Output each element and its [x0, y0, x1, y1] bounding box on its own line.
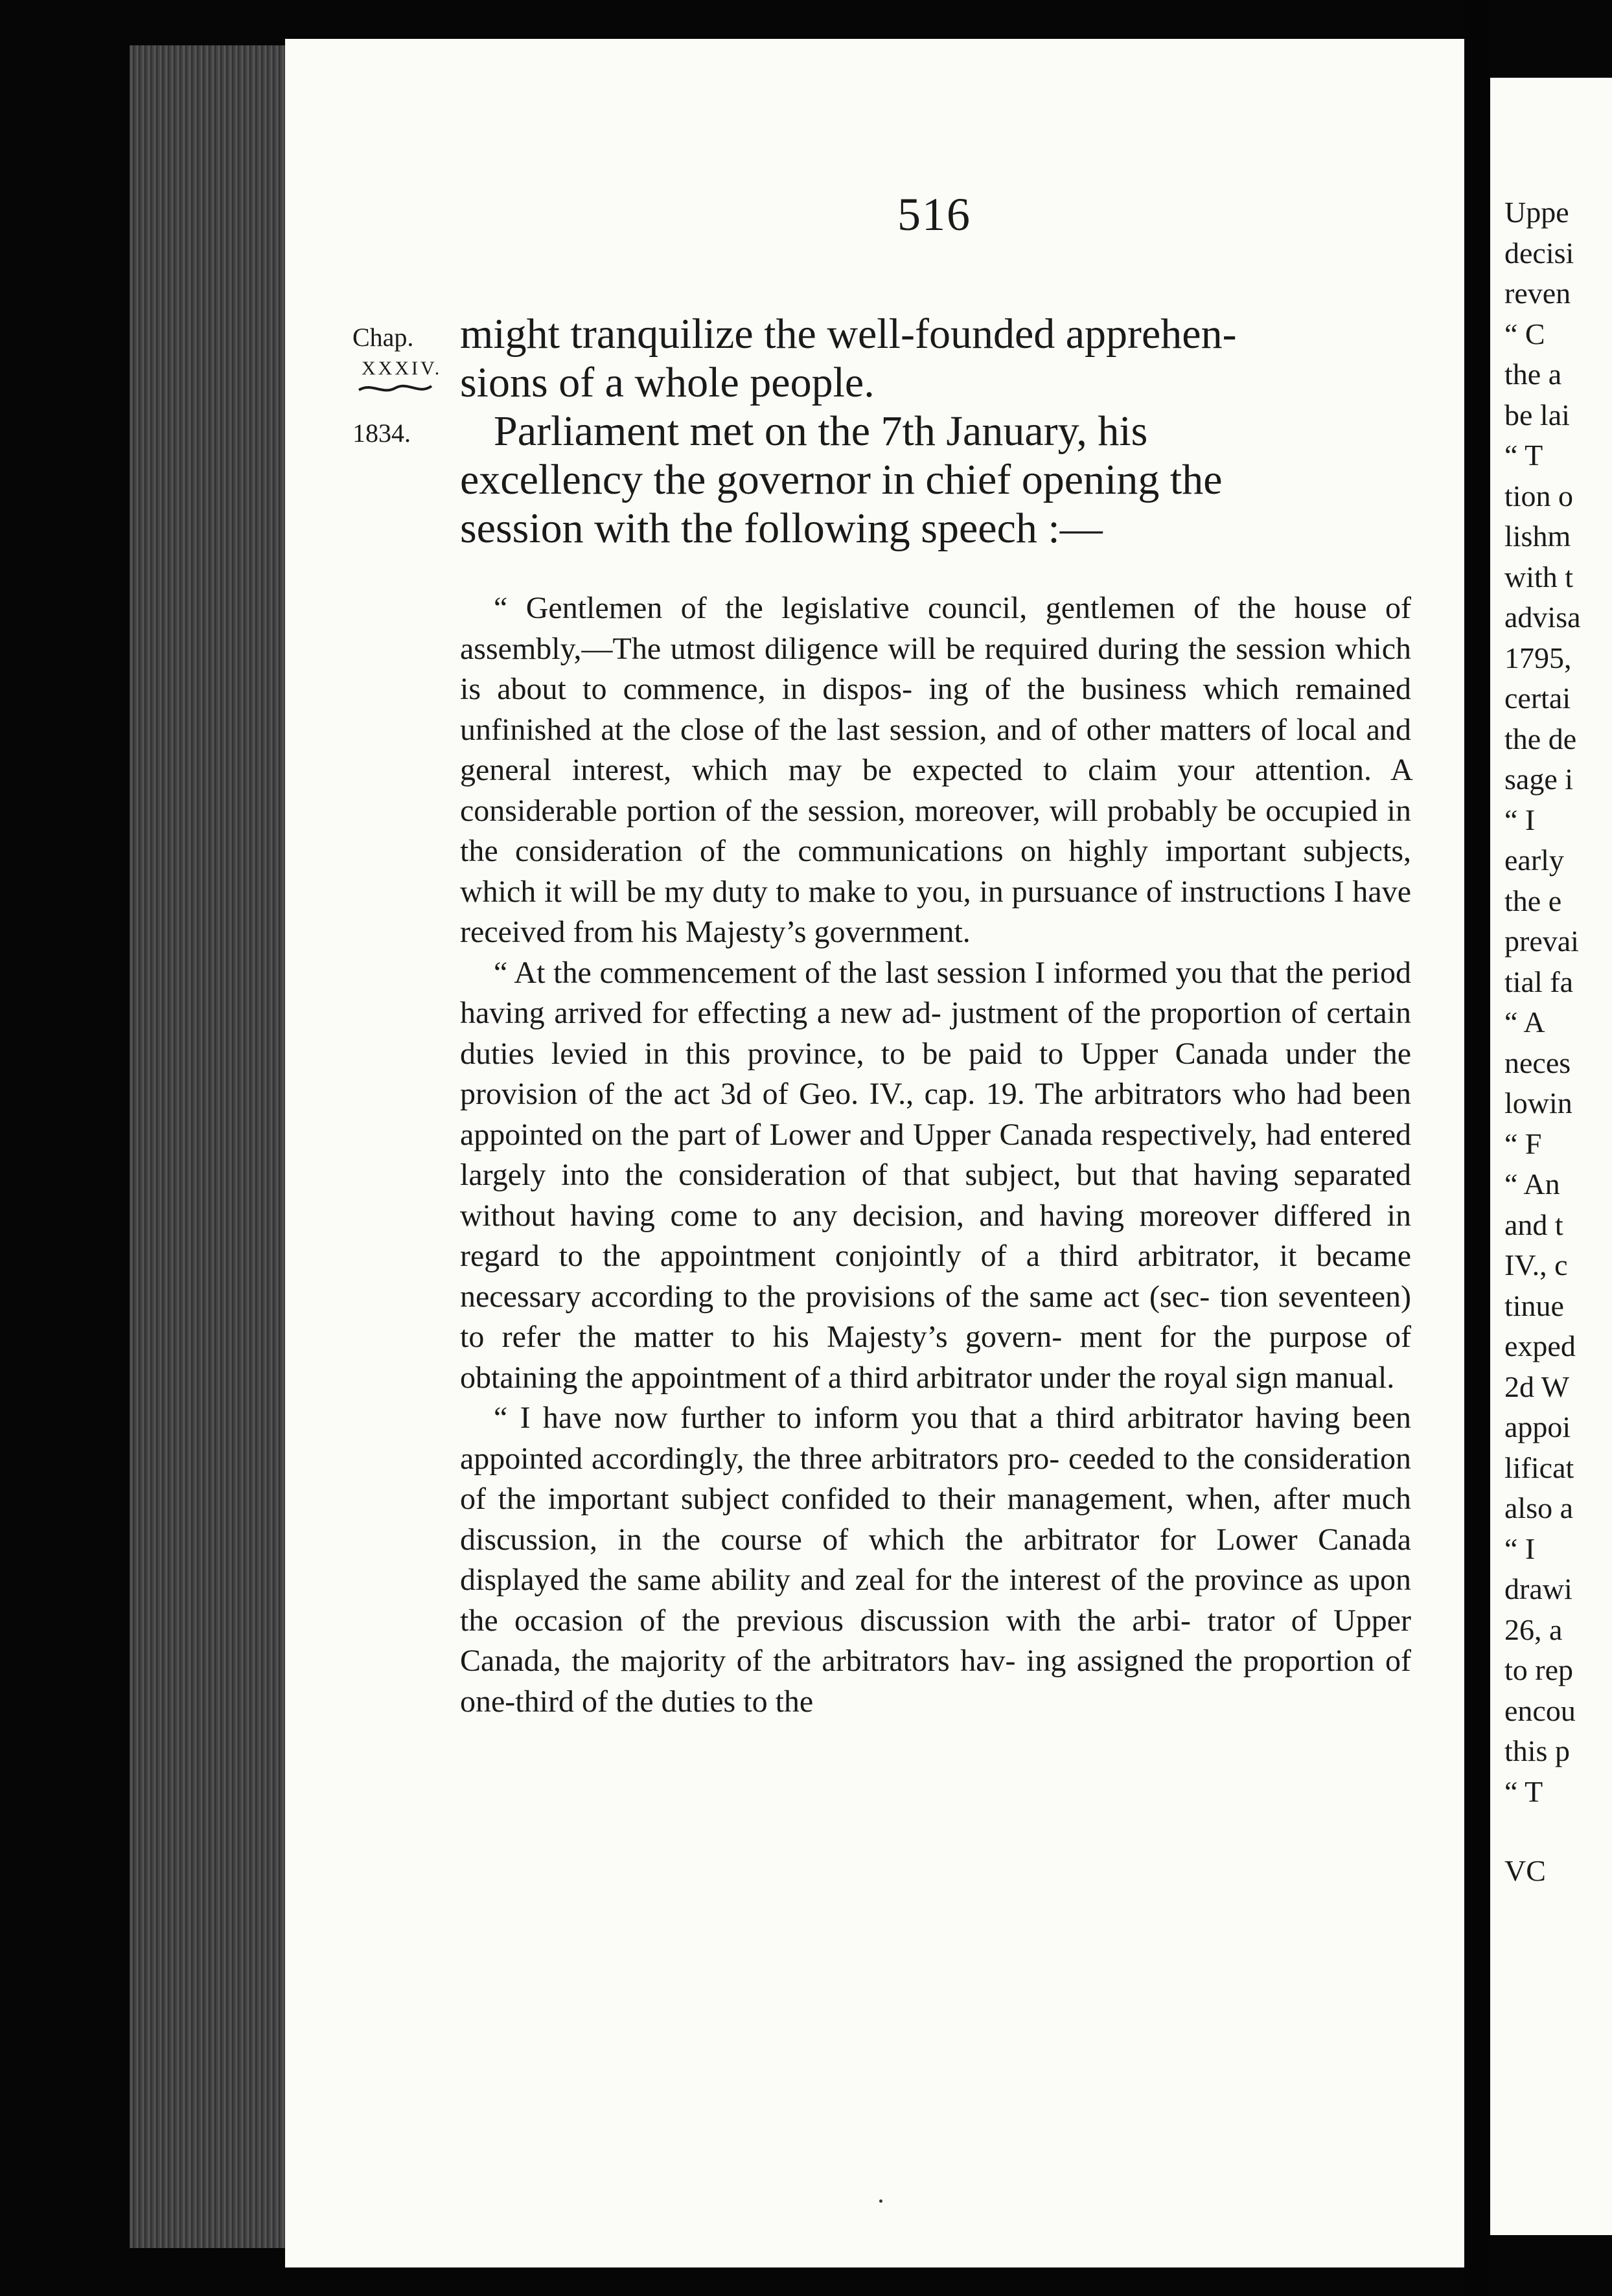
speech-line: considerable portion of the session, moreover, will probably — [460, 793, 1218, 828]
speech-line: ceeded to the consideration of the important subject confided — [460, 1441, 1412, 1516]
right-page-line: “ T — [1504, 439, 1543, 472]
right-page-line: this p — [1504, 1734, 1570, 1767]
right-page-line: sage i — [1504, 763, 1574, 796]
right-page-line: lishm — [1504, 520, 1571, 553]
left-page — [285, 39, 1464, 2267]
right-page-line: the e — [1504, 884, 1562, 917]
right-page-line: the de — [1504, 722, 1577, 755]
margin-chapter-label: Chap. — [352, 323, 414, 352]
ink-speck — [879, 2199, 882, 2203]
page-number: 516 — [897, 189, 971, 240]
speech-line: house of assembly,—The utmost diligence will be required — [460, 591, 1412, 666]
speech-line: ing of the business which remained unfinished at the close — [460, 672, 1411, 747]
right-page-line: VC — [1504, 1854, 1546, 1887]
right-page-line: reven — [1504, 277, 1571, 310]
right-page-line: and t — [1504, 1208, 1563, 1241]
speech-line: highly important subjects, which it will be my duty to make — [460, 834, 1412, 909]
speech-paragraph — [460, 588, 1411, 953]
right-page-line: also a — [1504, 1491, 1574, 1524]
speech-line: that subject, but that having separated without having come — [460, 1158, 1412, 1233]
speech-line: “ At the commencement of the last session I informed — [494, 955, 1168, 990]
right-page-line: “ An — [1504, 1167, 1560, 1200]
speech-line: the same ability and zeal for the interest of the province as — [589, 1563, 1339, 1597]
speech-line: been appointed on the part of Lower and Upper Canada — [460, 1077, 1412, 1152]
right-page-line: “ F — [1504, 1127, 1542, 1160]
speech-line: necessary according to the provisions of the same act (sec- — [460, 1279, 1210, 1314]
right-page-line: drawi — [1504, 1572, 1572, 1605]
right-page-line: 26, a — [1504, 1613, 1563, 1646]
speech-paragraph — [460, 1398, 1411, 1722]
right-page-line: appoi — [1504, 1410, 1571, 1443]
right-page-line: “ T — [1504, 1774, 1543, 1808]
margin-chapter-number: XXXIV. — [362, 358, 443, 379]
speech-line: to their management, when, after much discussion, in the — [460, 1482, 1412, 1557]
speech-line: trator of Upper Canada, the majority of the arbitrators hav- — [460, 1603, 1412, 1678]
speech-line: the appointment conjointly of a third arbitrator, it became — [603, 1239, 1411, 1273]
right-page-line: IV., c — [1504, 1248, 1568, 1281]
speech-line: province, to be paid to Upper Canada under the provision of — [460, 1036, 1412, 1111]
right-page-line: tion o — [1504, 479, 1574, 512]
right-page-line: “ I — [1504, 803, 1536, 836]
right-page-line: be lai — [1504, 398, 1570, 431]
opening-line: Parliament met on the 7th January, his — [494, 408, 1148, 455]
right-page-line: with t — [1504, 560, 1574, 593]
right-page-line: “ C — [1504, 317, 1545, 350]
speech-line: to any decision, and having moreover differed in regard to — [460, 1198, 1412, 1273]
right-page-line: 2d W — [1504, 1370, 1570, 1403]
opening-line: sions of a whole people. — [460, 359, 875, 406]
right-page-line: the a — [1504, 358, 1562, 391]
opening-line: session with the following speech :— — [460, 505, 1103, 552]
speech-line: ment for the purpose of obtaining the appointment of a third — [460, 1320, 1412, 1395]
speech-line: having been appointed accordingly, the three arbitrators pro- — [460, 1401, 1412, 1476]
right-page-line: advisa — [1504, 601, 1581, 634]
right-page-line: Uppe — [1504, 196, 1569, 229]
right-page-line: to rep — [1504, 1653, 1574, 1686]
speech-line: tion seventeen) to refer the matter to his Majesty’s govern- — [460, 1279, 1412, 1354]
right-page-line: decisi — [1504, 236, 1574, 270]
speech-line: justment of the proportion of certain duties levied in this — [460, 996, 1411, 1071]
opening-paragraph — [460, 310, 1411, 553]
right-page-line: “ A — [1504, 1005, 1545, 1039]
right-page-line: “ I — [1504, 1532, 1536, 1565]
governor-speech-text — [460, 588, 1411, 1722]
right-page-line: tial fa — [1504, 965, 1573, 998]
right-page-line: lowin — [1504, 1086, 1572, 1119]
speech-line: respectively, had entered largely into the consideration of — [460, 1117, 1412, 1192]
right-page-line: exped — [1504, 1329, 1576, 1362]
speech-line: you that the period having arrived for effecting a new ad- — [460, 955, 1411, 1030]
right-page-line: prevai — [1504, 924, 1579, 958]
speech-line: “ Gentlemen of the legislative council, gentlemen of the — [494, 591, 1276, 625]
right-page-line: 1795, — [1504, 641, 1572, 674]
speech-line: “ I have now further to inform you that a third arbitrator — [494, 1401, 1243, 1435]
right-page-line: neces — [1504, 1046, 1571, 1079]
right-page-line: lificat — [1504, 1451, 1574, 1484]
right-page-line: certai — [1504, 682, 1571, 715]
opening-line: excellency the governor in chief opening the — [460, 456, 1223, 503]
speech-line: his Majesty’s government. — [641, 915, 971, 949]
right-page-cropped — [1490, 78, 1612, 2235]
speech-line: to you, in pursuance of instructions I have received from — [460, 874, 1412, 949]
speech-line: upon the occasion of the previous discussion with the arbi- — [460, 1563, 1412, 1638]
swash-ornament-icon — [356, 381, 434, 395]
speech-line: be occupied in the consideration of the communications on — [460, 793, 1412, 868]
right-page-line: encou — [1504, 1693, 1576, 1727]
speech-line: of the last session, and of other matters of local and general — [460, 712, 1412, 787]
right-page-line: early — [1504, 844, 1564, 877]
speech-line: during the session which is about to commence, in dispos- — [460, 631, 1412, 706]
speech-line: course of which the arbitrator for Lower Canada displayed — [460, 1522, 1412, 1597]
speech-paragraph — [460, 953, 1411, 1399]
right-page-line: tinue — [1504, 1289, 1564, 1322]
speech-line: arbitrator under the royal sign manual. — [915, 1360, 1395, 1395]
speech-line: ing assigned the proportion of one-third of the duties to the — [460, 1644, 1412, 1719]
speech-line: the act 3d of Geo. IV., cap. 19. The arbitrators who had — [625, 1077, 1342, 1111]
opening-line: might tranquilize the well-founded apprehen- — [460, 310, 1237, 358]
book-page-edges — [130, 45, 285, 2248]
speech-line: interest, which may be expected to claim your attention. A — [571, 753, 1412, 787]
margin-year: 1834. — [352, 419, 411, 448]
